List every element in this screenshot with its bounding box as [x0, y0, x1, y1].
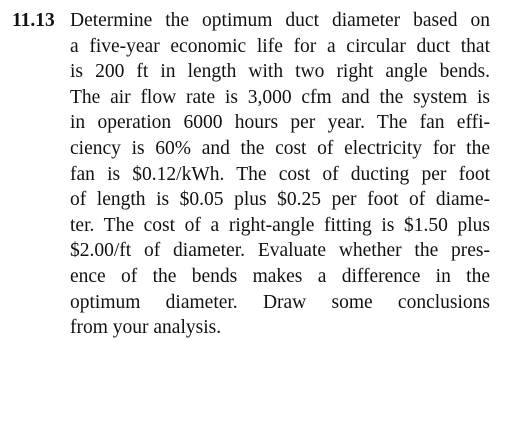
problem-number: 11.13 [12, 10, 55, 31]
problem-line: is 200 ft in length with two right angle bends. [70, 61, 490, 83]
problem-text [70, 8, 490, 341]
problem-line: from your analysis. [70, 317, 222, 339]
problem-line: ter. The cost of a right-angle fitting is $1.50 plus [70, 214, 490, 236]
problem-line: ence of the bends makes a difference in the [70, 265, 490, 287]
problem-line: fan is $0.12/kWh. The cost of ducting per foot [70, 163, 490, 185]
problem-line: The air flow rate is 3,000 cfm and the system is [70, 86, 490, 108]
problem-line: of length is $0.05 plus $0.25 per foot of diame- [70, 189, 490, 211]
problem-line: $2.00/ft of diameter. Evaluate whether the pres- [70, 240, 490, 262]
problem-line: a five-year economic life for a circular duct that [70, 35, 490, 57]
problem-line: Determine the optimum duct diameter based on [70, 10, 490, 31]
problem-line: optimum diameter. Draw some conclusions [70, 291, 490, 313]
problem-line: ciency is 60% and the cost of electricity for the [70, 137, 490, 159]
problem-line: in operation 6000 hours per year. The fan effi- [70, 112, 490, 134]
